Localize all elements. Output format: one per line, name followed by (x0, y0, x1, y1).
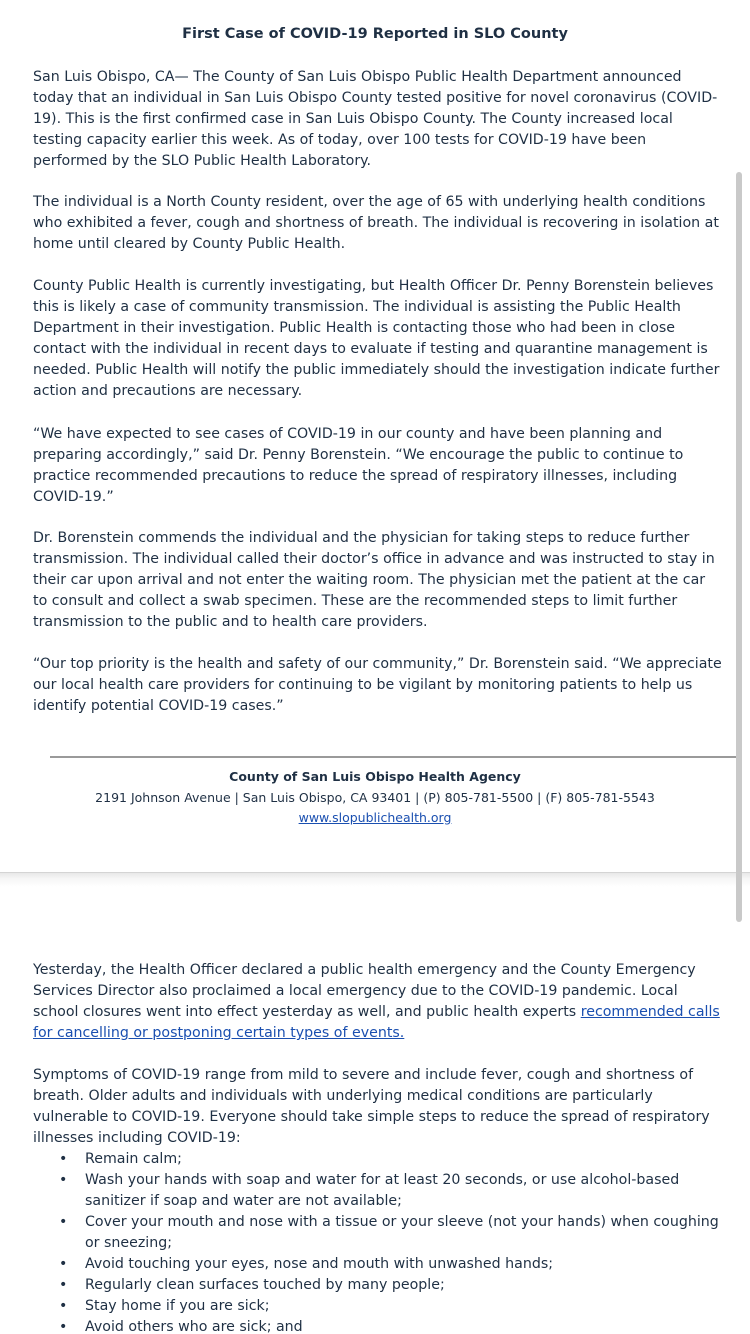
footer-divider (50, 756, 737, 758)
paragraph-symptoms: Symptoms of COVID-19 range from mild to severe and include fever, cough and shortness of breath. Older adults and individuals with underlying medical conditions are particularly vulnerable to COVID-19. Everyone should take simple steps to reduce the spread of respiratory illnesses including COVID-19: (33, 1067, 710, 1146)
bullet-icon: • (59, 1172, 68, 1188)
paragraph-announcement: San Luis Obispo, CA— The County of San Luis Obispo Public Health Department announced today that an individual in San Luis Obispo County tested positive for novel coronavirus (COVID-19). This is the first confirmed case in San Luis Obispo County. The County increased local testing capacity earlier this week. As of today, over 100 tests for COVID-19 have been performed by the SLO Public Health Laboratory. (33, 69, 718, 169)
footer-organization: County of San Luis Obispo Health Agency (229, 769, 521, 784)
list-item: • Wash your hands with soap and water for at least 20 seconds, or use alcohol-based sanitizer if soap and water are not available; (59, 1172, 680, 1209)
footer-website-link[interactable]: www.slopublichealth.org (298, 810, 452, 825)
paragraph-quote-planning: “We have expected to see cases of COVID-19 in our county and have been planning and preparing accordingly,” said Dr. Penny Borenstein. “We encourage the public to continue to practice recommended precautions to reduce the spread of respiratory illnesses, including COVID-19.” (33, 426, 684, 505)
list-item: • Avoid others who are sick; and (33, 1317, 723, 1334)
paragraph-emergency (33, 960, 723, 1044)
bullet-icon: • (59, 1214, 68, 1230)
list-item: • Cover your mouth and nose with a tissue or your sleeve (not your hands) when coughing or sneezing; (59, 1214, 719, 1251)
list-item: • Avoid touching your eyes, nose and mouth with unwashed hands; (33, 1254, 723, 1275)
document-title: First Case of COVID-19 Reported in SLO County (182, 26, 568, 42)
paragraph-emergency-text: Yesterday, the Health Officer declared a public health emergency and the County Emergency Services Director also proclaimed a local emergency due to the COVID-19 pandemic. Local school closures went into effect yesterday as well, and public health experts (33, 962, 696, 1020)
paragraph-investigation: County Public Health is currently investigating, but Health Officer Dr. Penny Borenstein believes this is likely a case of community transmission. The individual is assisting the Public Health Department in their investigation. Public Health is contacting those who had been in close contact with the individual in recent days to evaluate if testing and quarantine management is needed. Public Health will notify the public immediately should the investigation indicate further action and precautions are necessary. (33, 278, 720, 399)
bullet-icon: • (59, 1298, 68, 1314)
recommendations-link[interactable]: recommended calls for cancelling or postponing certain types of events. (33, 1004, 720, 1041)
paragraph-physician-steps: Dr. Borenstein commends the individual and the physician for taking steps to reduce further transmission. The individual called their doctor’s office in advance and was instructed to stay in their car upon arrival and not enter the waiting room. The physician met the patient at the car to consult and collect a swab specimen. These are the recommended steps to limit further transmission to the public and to health care providers. (33, 530, 715, 630)
page-break (0, 872, 750, 887)
list-item: • Regularly clean surfaces touched by many people; (33, 1275, 723, 1296)
paragraph-quote-priority: “Our top priority is the health and safety of our community,” Dr. Borenstein said. “We appreciate our local health care providers for continuing to be vigilant by monitoring patients to help us identify potential COVID-19 cases.” (33, 656, 722, 714)
footer-address: 2191 Johnson Avenue | San Luis Obispo, CA 93401 | (P) 805-781-5500 | (F) 805-781-5543 (95, 790, 655, 805)
list-item: • Stay home if you are sick; (33, 1296, 723, 1317)
list-item: • Remain calm; (33, 1149, 723, 1170)
bullet-icon: • (59, 1256, 68, 1272)
paragraph-individual: The individual is a North County resident, over the age of 65 with underlying health conditions who exhibited a fever, cough and shortness of breath. The individual is recovering in isolation at home until cleared by County Public Health. (33, 194, 719, 252)
precautions-list (33, 1149, 723, 1334)
bullet-icon: • (59, 1277, 68, 1293)
scrollbar[interactable] (736, 172, 742, 922)
bullet-icon: • (59, 1151, 68, 1167)
bullet-icon: • (59, 1319, 68, 1334)
